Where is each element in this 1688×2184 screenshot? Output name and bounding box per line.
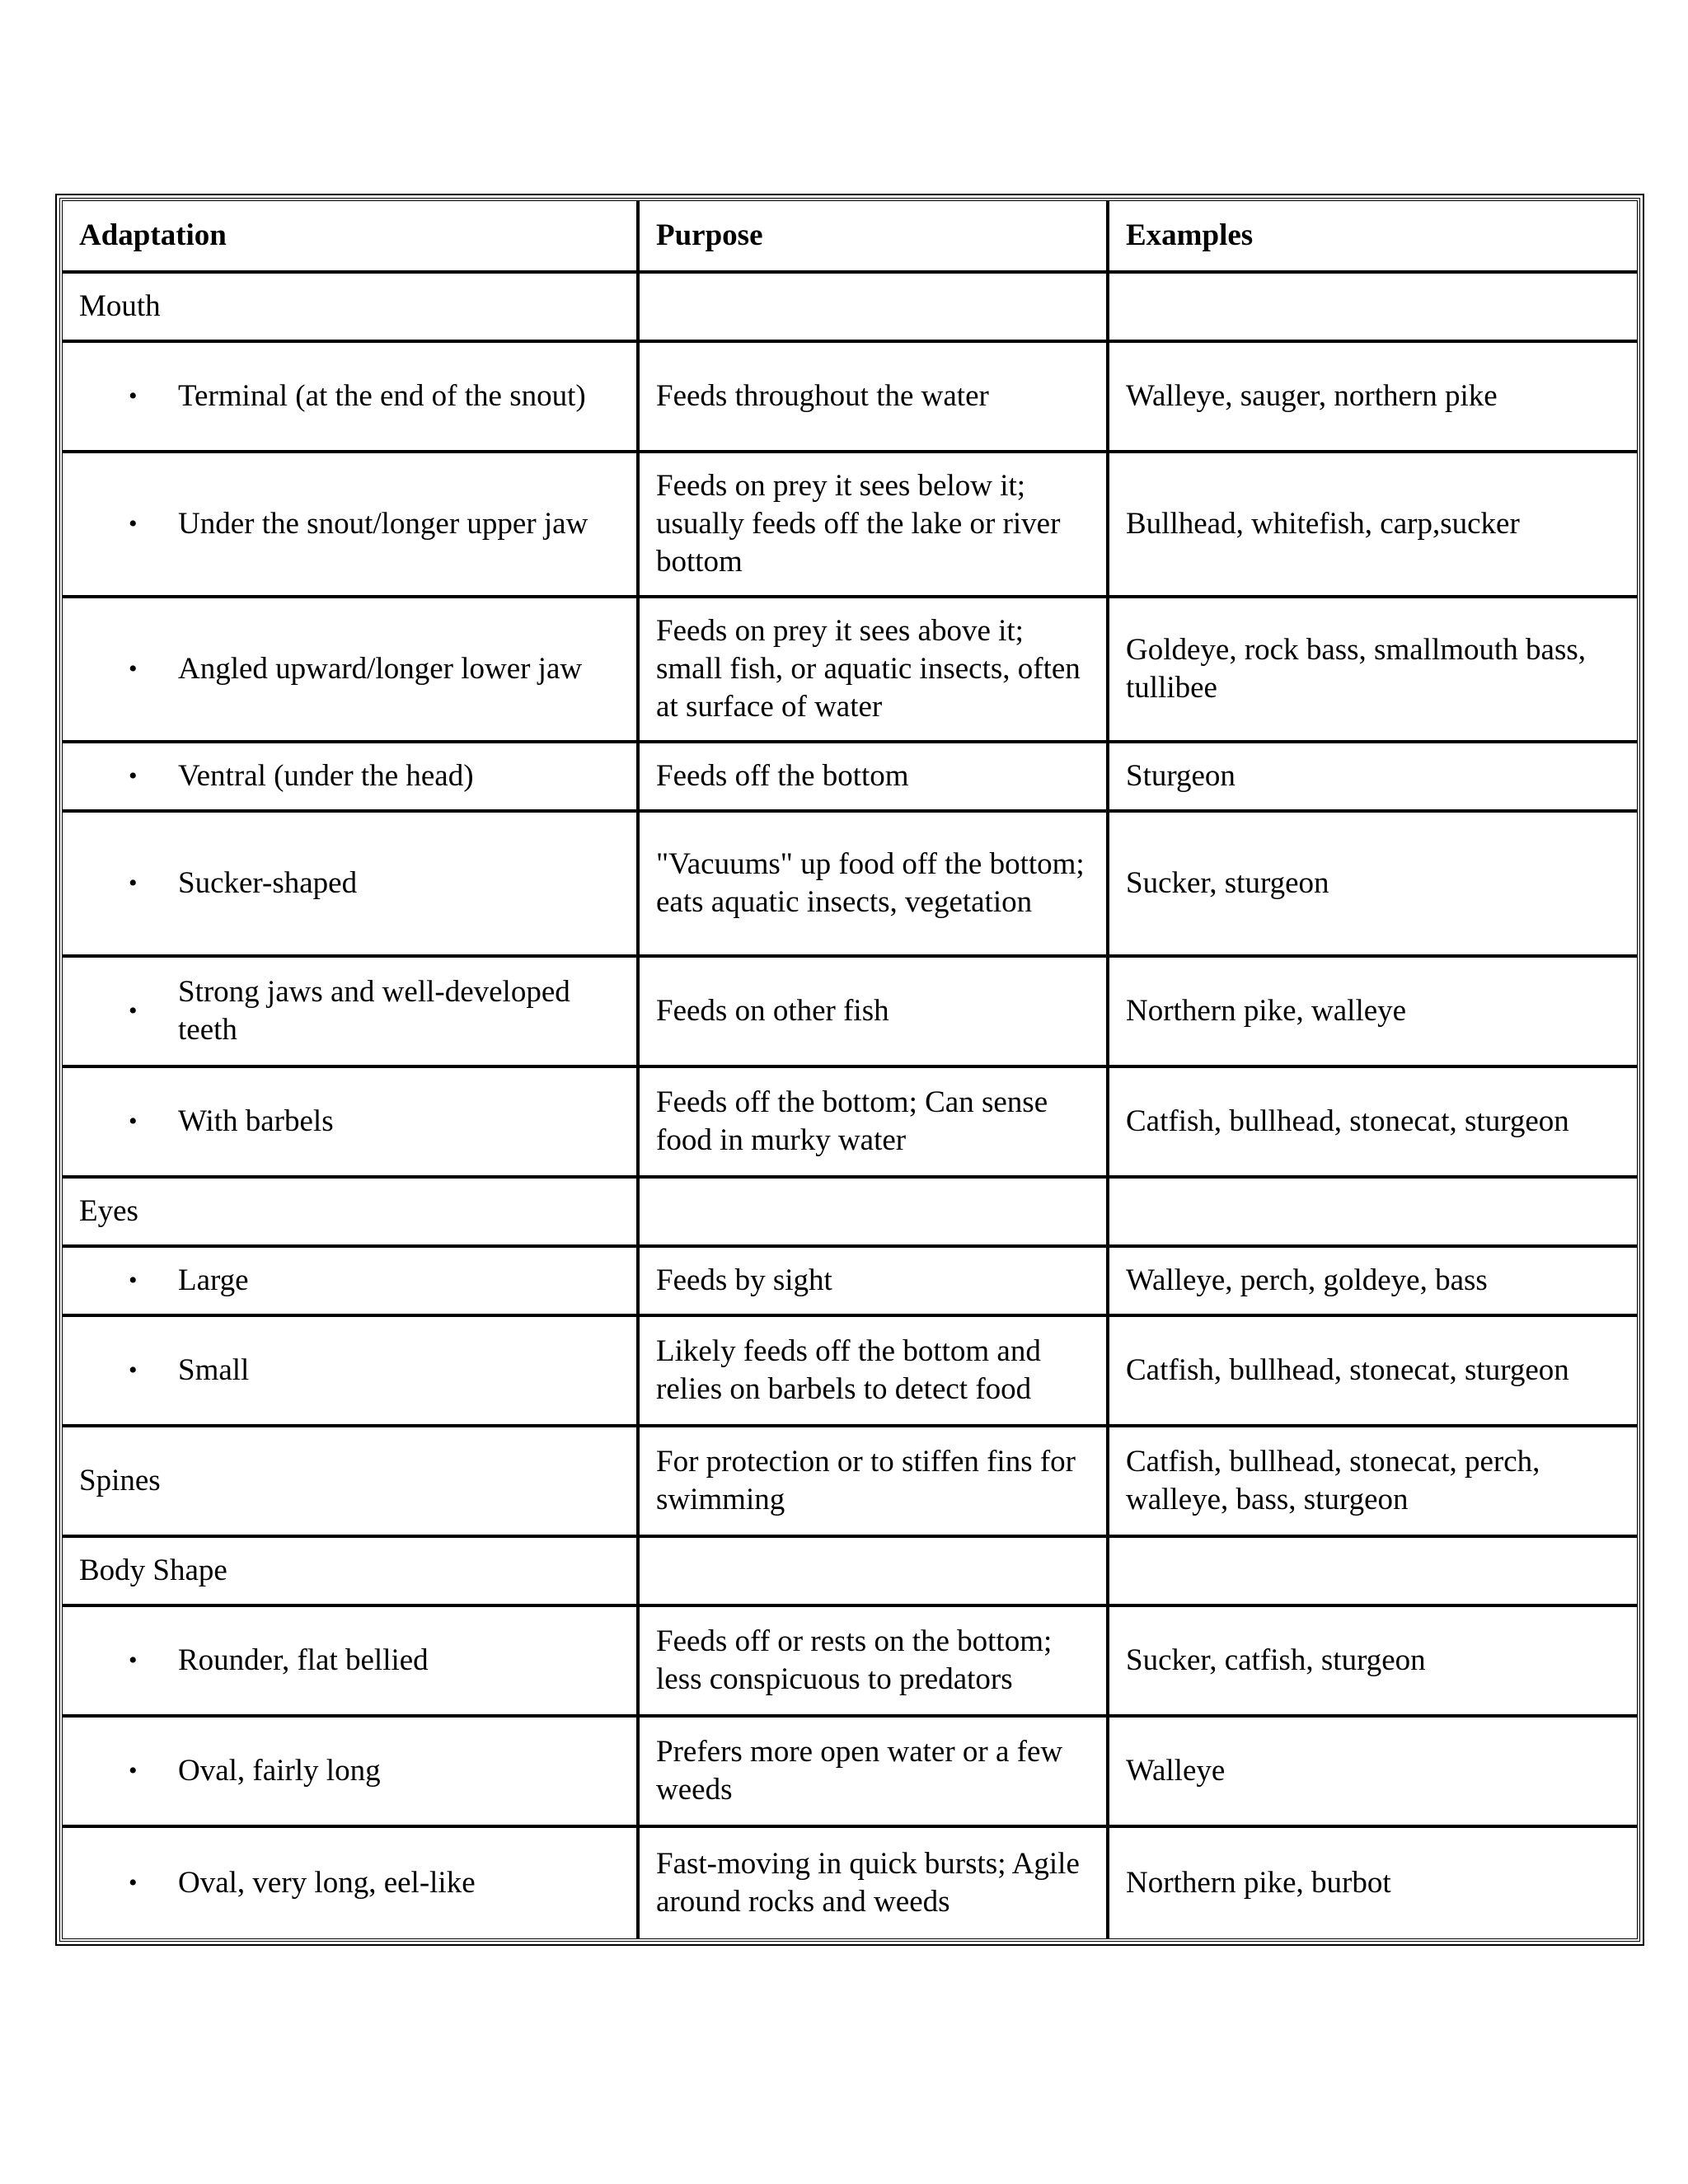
adaptation-text: Under the snout/longer upper jaw [178,507,588,541]
table-row [63,1607,1637,1718]
adaptation-text: Angled upward/longer lower jaw [178,652,583,686]
table-row [63,343,1637,453]
header-examples: Examples [1109,201,1637,274]
bullet-item [79,505,620,543]
cell-examples: Walleye [1109,1718,1637,1828]
table-row [63,743,1637,813]
adaptation-text: Strong jaws and well-developed teeth [178,975,570,1047]
cell-adaptation [63,1248,640,1317]
cell-adaptation [63,813,640,958]
adaptation-text: Sucker-shaped [178,866,358,900]
adaptation-text: Large [178,1263,249,1297]
table-section-row [63,1427,1637,1538]
bullet-item [79,1103,620,1141]
header-purpose: Purpose [640,201,1109,274]
cell-adaptation: Eyes [63,1179,640,1248]
bullet-item [79,1352,620,1390]
table-section-row [63,274,1637,343]
cell-adaptation [63,343,640,453]
cell-adaptation: Mouth [63,274,640,343]
cell-adaptation [63,1607,640,1718]
bullet-icon: • [129,655,138,682]
cell-examples: Catfish, bullhead, stonecat, sturgeon [1109,1317,1637,1427]
cell-examples: Catfish, bullhead, stonecat, sturgeon [1109,1068,1637,1179]
table-row [63,1248,1637,1317]
bullet-item [79,377,620,415]
adaptation-text: Small [178,1353,250,1387]
cell-purpose [640,274,1109,343]
table-row [63,1718,1637,1828]
bullet-icon: • [129,1757,138,1784]
bullet-icon: • [129,1357,138,1384]
adaptation-text: With barbels [178,1104,334,1138]
cell-purpose: Feeds throughout the water [640,343,1109,453]
cell-examples: Catfish, bullhead, stonecat, perch, walleye, bass, sturgeon [1109,1427,1637,1538]
bullet-item [79,1864,620,1902]
table-row [63,958,1637,1068]
table-section-row [63,1179,1637,1248]
bullet-item [79,1752,620,1790]
bullet-item [79,650,620,688]
cell-examples: Walleye, perch, goldeye, bass [1109,1248,1637,1317]
cell-examples [1109,1179,1637,1248]
cell-purpose: Fast-moving in quick bursts; Agile around rocks and weeds [640,1828,1109,1938]
adaptation-text: Rounder, flat bellied [178,1643,429,1677]
cell-adaptation [63,1317,640,1427]
cell-examples: Northern pike, walleye [1109,958,1637,1068]
cell-purpose: For protection or to stiffen fins for swimming [640,1427,1109,1538]
adaptation-text: Terminal (at the end of the snout) [178,379,586,413]
cell-adaptation: Body Shape [63,1538,640,1607]
bullet-icon: • [129,1108,138,1135]
cell-adaptation [63,453,640,598]
table-row [63,453,1637,598]
table-row [63,1828,1637,1938]
table-section-row [63,1538,1637,1607]
bullet-item [79,1262,620,1300]
cell-purpose: Feeds by sight [640,1248,1109,1317]
bullet-icon: • [129,1267,138,1294]
adaptation-text: Ventral (under the head) [178,759,474,793]
cell-purpose: Feeds on prey it sees above it; small fish, or aquatic insects, often at surface of water [640,598,1109,743]
cell-examples: Walleye, sauger, northern pike [1109,343,1637,453]
table-row [63,1068,1637,1179]
bullet-item [79,757,620,795]
bullet-icon: • [129,997,138,1024]
cell-examples: Sucker, sturgeon [1109,813,1637,958]
cell-adaptation [63,958,640,1068]
table-row [63,813,1637,958]
cell-examples: Northern pike, burbot [1126,1866,1391,1900]
bullet-item [79,865,620,902]
cell-adaptation [63,743,640,813]
cell-adaptation [63,598,640,743]
cell-purpose: Feeds off the bottom [640,743,1109,813]
cell-examples: Sucker, catfish, sturgeon [1109,1607,1637,1718]
cell-purpose: Feeds on other fish [640,958,1109,1068]
cell-adaptation [63,1068,640,1179]
cell-examples [1109,1538,1637,1607]
table-row [63,598,1637,743]
bullet-icon: • [129,1647,138,1674]
bullet-item [79,1642,620,1680]
cell-purpose [640,1179,1109,1248]
cell-purpose: Feeds off or rests on the bottom; less conspicuous to predators [640,1607,1109,1718]
cell-examples [1109,274,1637,343]
cell-purpose: Likely feeds off the bottom and relies on barbels to detect food [640,1317,1109,1427]
cell-purpose [640,1538,1109,1607]
bullet-icon: • [129,869,138,897]
cell-purpose: Feeds on prey it sees below it; usually feeds off the lake or river bottom [640,453,1109,598]
bullet-icon: • [129,762,138,790]
cell-examples: Sturgeon [1109,743,1637,813]
cell-adaptation: Spines [63,1427,640,1538]
header-adaptation: Adaptation [63,201,640,274]
adaptation-text: Oval, fairly long [178,1754,381,1788]
table-row [63,1317,1637,1427]
cell-adaptation [63,1828,640,1938]
table-header-row [63,201,1637,274]
bullet-icon: • [129,510,138,537]
table-body [63,274,1637,1938]
bullet-item [79,973,620,1049]
cell-purpose: Feeds off the bottom; Can sense food in murky water [640,1068,1109,1179]
cell-examples: Goldeye, rock bass, smallmouth bass, tullibee [1109,598,1637,743]
cell-adaptation [63,1718,640,1828]
cell-purpose: Prefers more open water or a few weeds [640,1718,1109,1828]
adaptations-table [59,198,1640,1942]
bullet-icon: • [129,1869,138,1896]
bullet-icon: • [129,382,138,410]
cell-purpose: "Vacuums" up food off the bottom; eats aquatic insects, vegetation [640,813,1109,958]
adaptation-text: Oval, very long, eel-like [178,1866,476,1900]
cell-examples: Bullhead, whitefish, carp,sucker [1109,453,1637,598]
